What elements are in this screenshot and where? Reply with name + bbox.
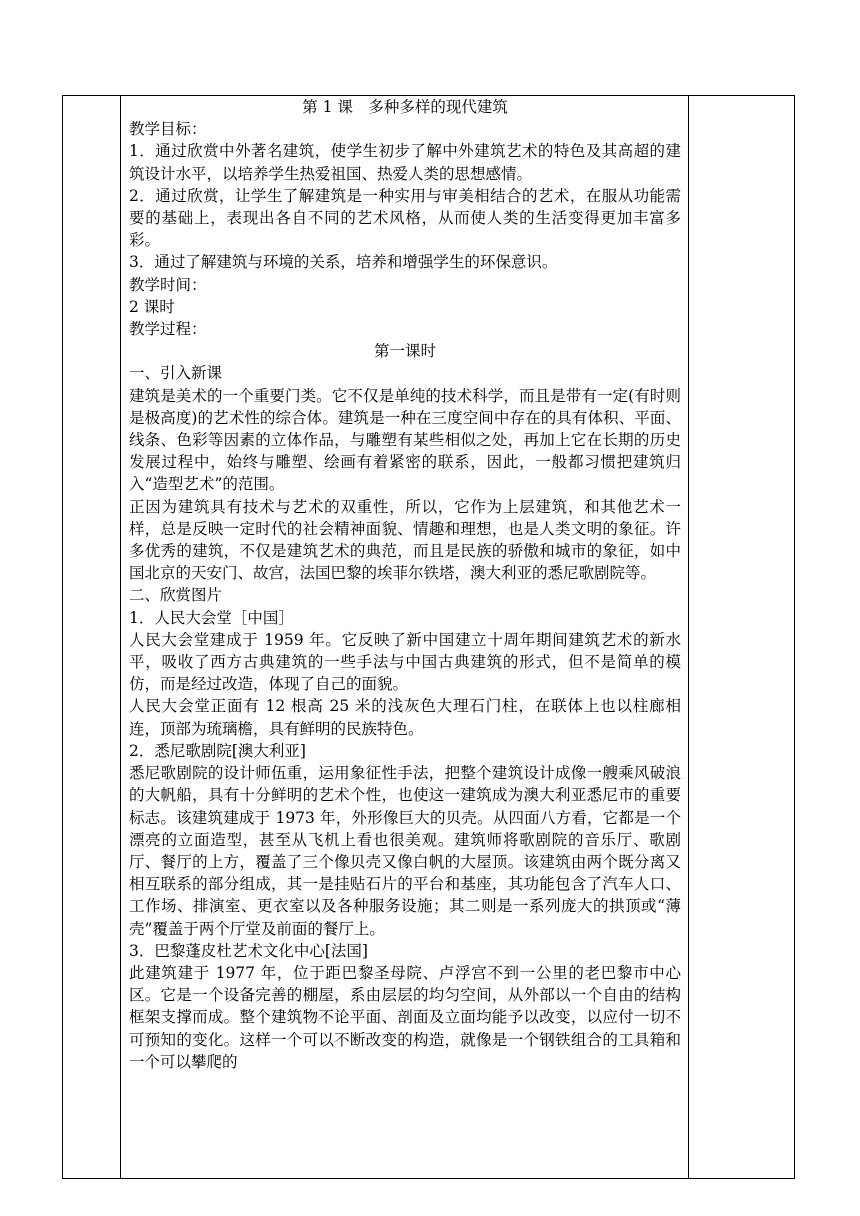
section1-title: 一、引入新课 [129, 364, 223, 383]
lesson-title: 第 1 课 多种多样的现代建筑 [302, 98, 508, 116]
item-1-heading: 1．人民大会堂［中国］ [129, 608, 294, 627]
lesson-plan-table [62, 95, 795, 1179]
lesson-content [121, 96, 688, 1178]
left-margin-column [63, 96, 121, 1179]
objective-2: 2．通过欣赏，让学生了解建筑是一种实用与审美相结合的艺术，在服从功能需要的基础上，表现出各自不同的艺术风格，从而使人类的生活变得更加丰富多彩。 [129, 186, 681, 250]
item-2-paragraph-1: 悉尼歌剧院的设计师伍重，运用象征性手法，把整个建筑设计成像一艘乘风破浪的大帆船，具有十分鲜明的艺术个性，也使这一建筑成为澳大利亚悉尼市的重要标志。该建筑建成于 1973 年，外形像巨大的贝壳。从四面八方看，它都是一个漂亮的立面造型，甚至从飞机上看也很美观。建筑师将歌剧院的音乐厅、歌剧厅、餐厅的上方，覆盖了三个像贝壳又像白帆的大屋顶。该建筑由两个既分离又相互联系的部分组成，其一是挂贴石片的平台和基座，其功能包含了汽车人口、工作场、排演室、更衣室以及各种服务设施；其二则是一系列庞大的拱顶或“薄壳”覆盖于两个厅堂及前面的餐厅上。 [129, 764, 681, 938]
objectives-label: 教学目标： [129, 120, 207, 139]
objective-3: 3．通过了解建筑与环境的关系，培养和增强学生的环保意识。 [129, 253, 558, 272]
item-3-paragraph-1: 此建筑建于 1977 年，位于距巴黎圣母院、卢浮宫不到一公里的老巴黎市中心区。它是一个设备完善的棚屋，系由层层的均匀空间，从外部以一个自由的结构框架支撑而成。整个建筑物不论平面、剖面及立面均能予以改变，以应付一切不可预知的变化。这样一个可以不断改变的构造，就像是一个钢铁组合的工具箱和一个可以攀爬的 [129, 963, 681, 1071]
period-title: 第一课时 [373, 342, 436, 361]
process-label: 教学过程： [129, 320, 207, 339]
section1-paragraph-2: 正因为建筑具有技术与艺术的双重性，所以，它作为上层建筑，和其他艺术一样，总是反映一定时代的社会精神面貌、情趣和理想，也是人类文明的象征。许多优秀的建筑，不仅是建筑艺术的典范，而且是民族的骄傲和城市的象征，如中国北京的天安门、故宫，法国巴黎的埃菲尔铁塔，澳大利亚的悉尼歌剧院等。 [129, 497, 681, 583]
item-1-paragraph-1: 人民大会堂建成于 1959 年。它反映了新中国建立十周年期间建筑艺术的新水平，吸收了西方古典建筑的一些手法与中国古典建筑的形式，但不是简单的模仿，而是经过改造，体现了自己的面貌。 [129, 630, 681, 694]
objective-1: 1．通过欣赏中外著名建筑，使学生初步了解中外建筑艺术的特色及其高超的建筑设计水平，以培养学生热爱祖国、热爱人类的思想感情。 [129, 142, 681, 183]
section2-title: 二、欣赏图片 [129, 586, 223, 605]
item-1-paragraph-2: 人民大会堂正面有 12 根高 25 米的浅灰色大理石门柱，在联体上也以柱廊相连，顶部为琉璃檐，具有鲜明的民族特色。 [129, 697, 681, 738]
section1-paragraph-1: 建筑是美术的一个重要门类。它不仅是单纯的技术科学，而且是带有一定(有时则是极高度)的艺术性的综合体。建筑是一种在三度空间中存在的具有体积、平面、线条、色彩等因素的立体作品，与雕塑有某些相似之处，再加上它在长期的历史发展过程中，始终与雕塑、绘画有着紧密的联系，因此，一般都习惯把建筑归入“造型艺术”的范围。 [129, 386, 681, 494]
main-content-column [121, 96, 689, 1179]
item-3-heading: 3．巴黎蓬皮杜艺术文化中心[法国] [129, 941, 368, 960]
right-notes-column [689, 96, 795, 1179]
time-value: 2 课时 [129, 297, 175, 316]
table-row [63, 96, 795, 1179]
time-label: 教学时间： [129, 275, 207, 294]
item-2-heading: 2．悉尼歌剧院[澳大利亚] [129, 741, 306, 760]
